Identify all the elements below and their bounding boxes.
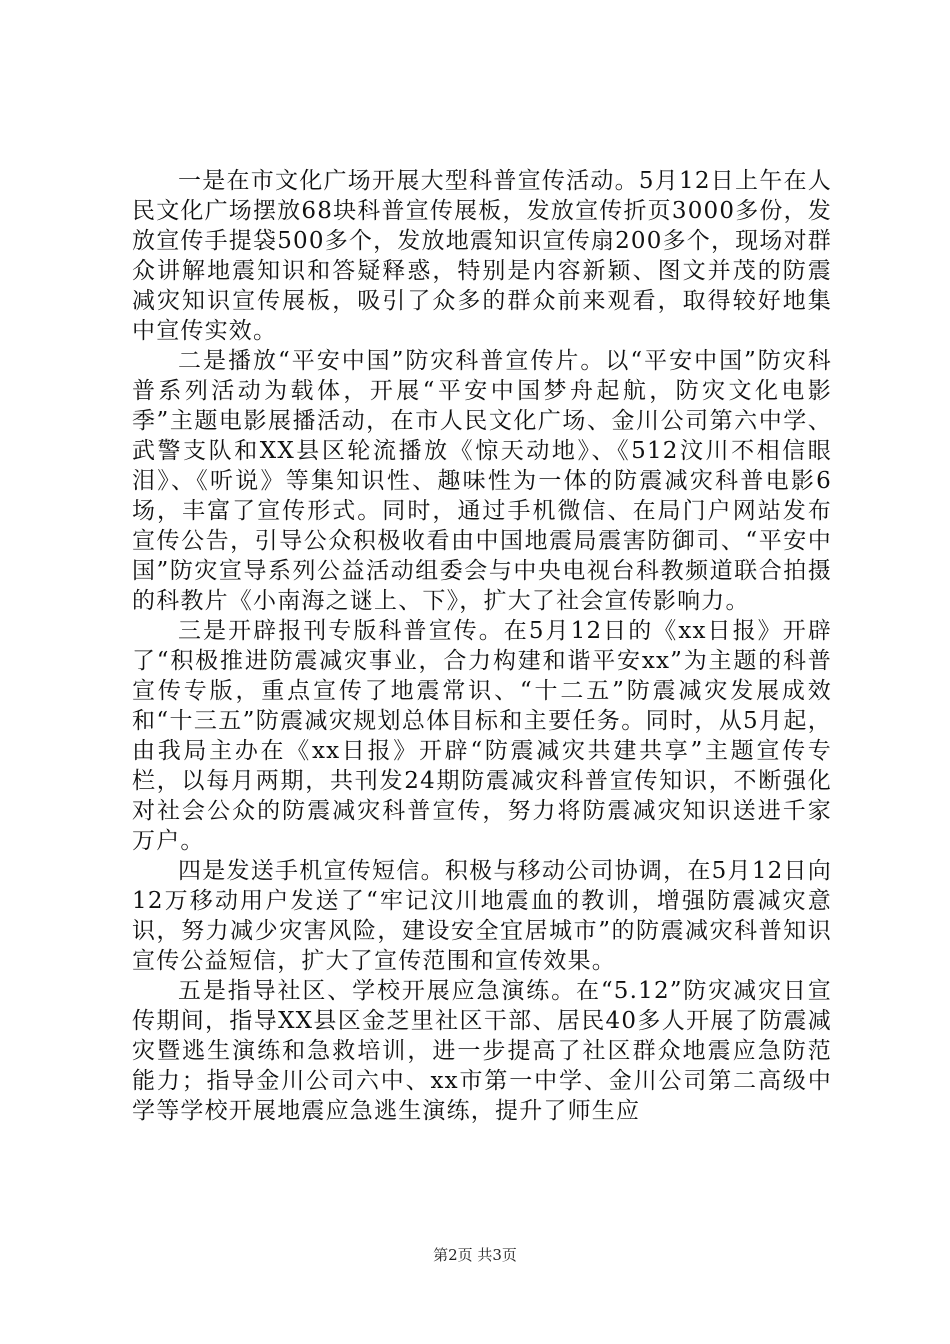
document-body (132, 166, 832, 1126)
paragraph-newspaper-column: 三是开辟报刊专版科普宣传。在5月12日的《xx日报》开辟了“积极推进防震减灾事业，合力构建和谐平安xx”为主题的科普宣传专版，重点宣传了地震常识、“十二五”防震减灾发展成效和“十三五”防震减灾规划总体目标和主要任务。同时，从5月起，由我局主办在《xx日报》开辟“防震减灾共建共享”主题宣传专栏，以每月两期，共刊发24期防震减灾科普宣传知识，不断强化对社会公众的防震减灾科普宣传，努力将防震减灾知识送进千家万户。 (132, 618, 832, 854)
paragraph-cultural-square-activity: 一是在市文化广场开展大型科普宣传活动。5月12日上午在人民文化广场摆放68块科普宣传展板，发放宣传折页3000多份，发放宣传手提袋500多个，发放地震知识宣传扇200多个，现场对群众讲解地震知识和答疑释惑，特别是内容新颖、图文并茂的防震减灾知识宣传展板，吸引了众多的群众前来观看，取得较好地集中宣传实效。 (132, 168, 832, 344)
paragraph-sms-campaign: 四是发送手机宣传短信。积极与移动公司协调，在5月12日向12万移动用户发送了“牢记汶川地震血的教训，增强防震减灾意识，努力减少灾害风险，建设安全宜居城市”的防震减灾科普知识宣传公益短信，扩大了宣传范围和宣传效果。 (132, 858, 832, 974)
page-number-footer: 第2页 共3页 (433, 1246, 517, 1264)
paragraph-emergency-drills: 五是指导社区、学校开展应急演练。在“5.12”防灾减灾日宣传期间，指导XX县区金芝里社区干部、居民40多人开展了防震减灾暨逃生演练和急救培训，进一步提高了社区群众地震应急防范能力；指导金川公司六中、xx市第一中学、金川公司第二高级中学等学校开展地震应急逃生演练，提升了师生应 (132, 978, 832, 1124)
paragraph-film-screening: 二是播放“平安中国”防灾科普宣传片。以“平安中国”防灾科普系列活动为载体，开展“平安中国梦舟起航，防灾文化电影季”主题电影展播活动，在市人民文化广场、金川公司第六中学、武警支队和XX县区轮流播放《惊天动地》、《512汶川不相信眼泪》、《听说》等集知识性、趣味性为一体的防震减灾科普电影6场，丰富了宣传形式。同时，通过手机微信、在局门户网站发布宣传公告，引导公众积极收看由中国地震局震害防御司、“平安中国”防灾宣导系列公益活动组委会与中央电视台科教频道联合拍摄的科教片《小南海之谜上、下》，扩大了社会宣传影响力。 (132, 348, 832, 614)
